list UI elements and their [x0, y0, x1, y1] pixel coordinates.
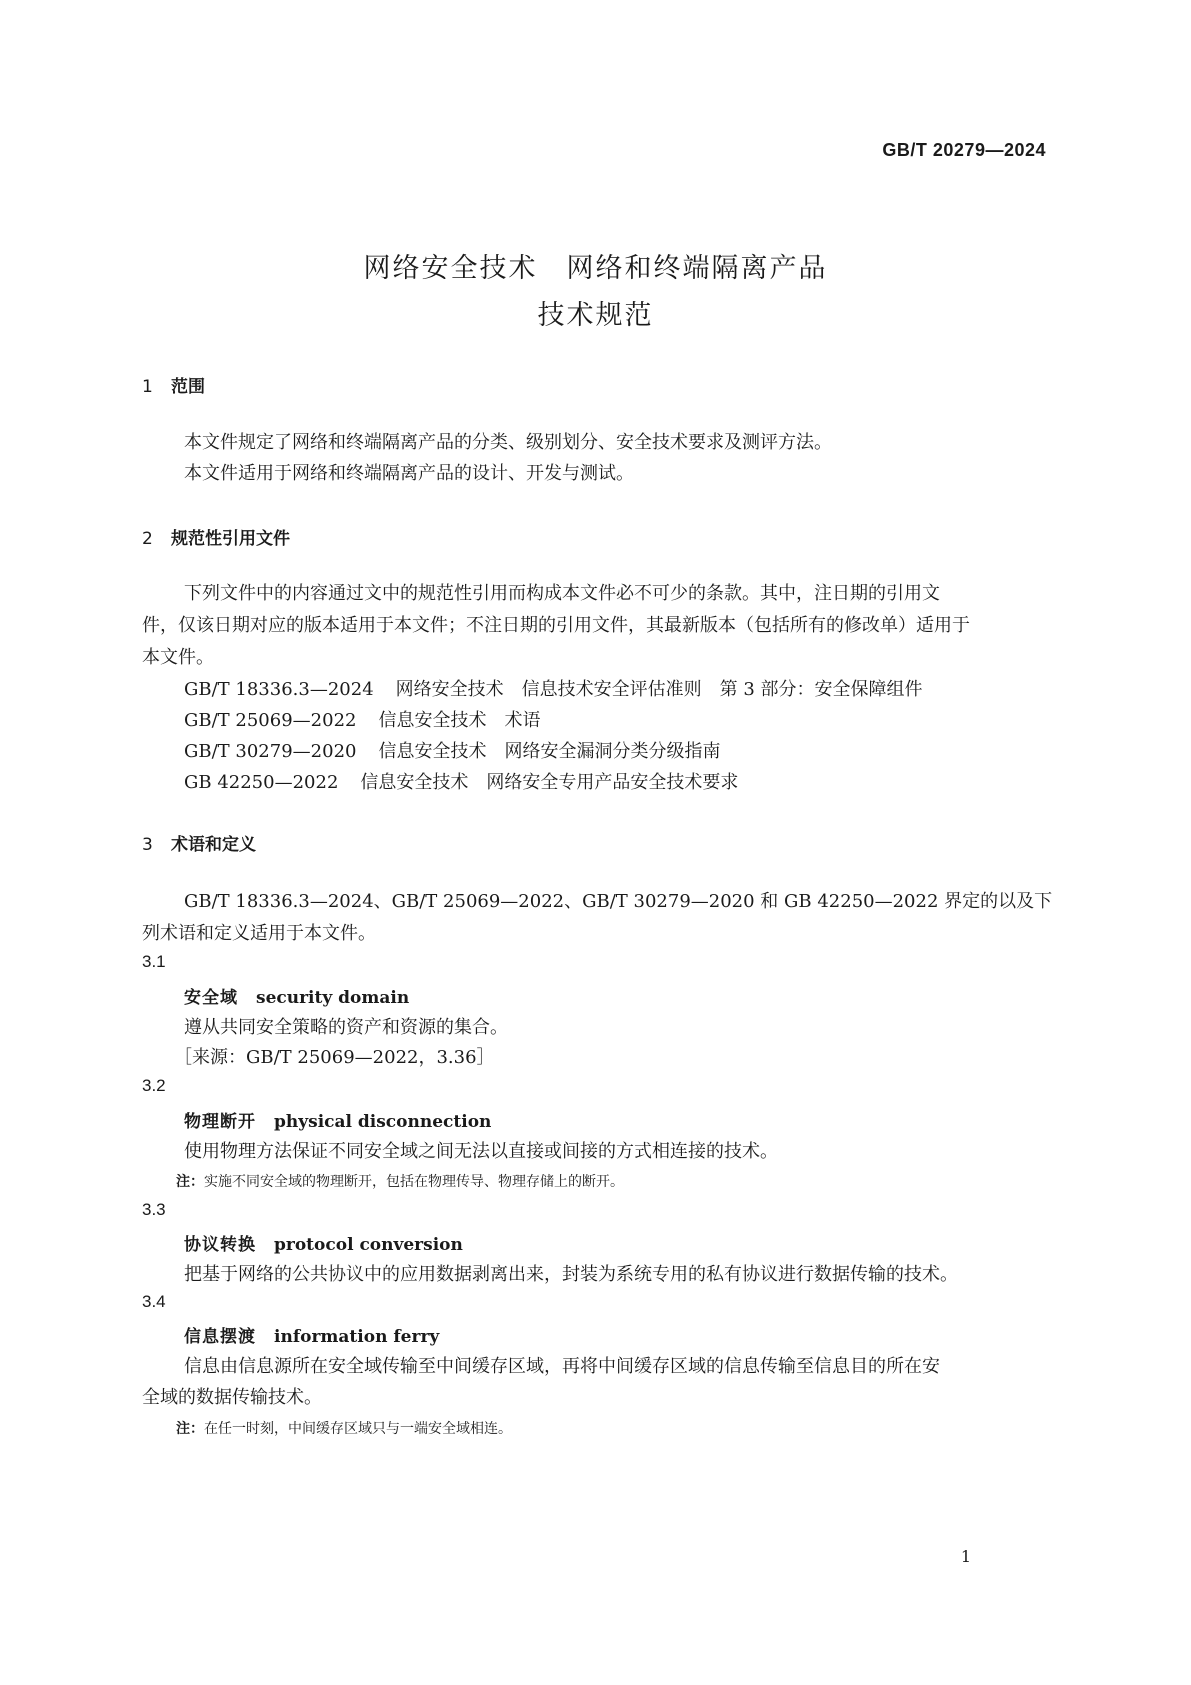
term-note — [176, 1418, 512, 1438]
page-number: 1 — [960, 1547, 971, 1566]
note-text: 实施不同安全域的物理断开，包括在物理传导、物理存储上的断开。 — [204, 1174, 624, 1190]
term-english: information ferry — [274, 1327, 440, 1347]
term-heading — [184, 983, 409, 1008]
reference-code: GB/T 18336.3—2024 — [184, 679, 374, 700]
term-chinese: 物理断开 — [184, 1112, 256, 1132]
term-note — [176, 1171, 624, 1191]
scope-paragraph-1: 本文件规定了网络和终端隔离产品的分类、级别划分、安全技术要求及测评方法。 — [184, 432, 832, 453]
reference-code: GB/T 25069—2022 — [184, 710, 357, 731]
references-intro-line-1: 下列文件中的内容通过文中的规范性引用而构成本文件必不可少的条款。其中，注日期的引用文 — [184, 583, 940, 604]
reference-item — [184, 675, 923, 701]
note-label: 注： — [176, 1174, 204, 1190]
section-number: 1 — [142, 377, 153, 397]
term-heading — [184, 1322, 439, 1347]
term-heading — [184, 1230, 463, 1255]
term-number: 3.4 — [142, 1292, 166, 1311]
term-number: 3.2 — [142, 1076, 166, 1095]
term-chinese: 信息摆渡 — [184, 1327, 256, 1347]
term-heading — [184, 1107, 491, 1132]
term-source: ［来源：GB/T 25069—2022，3.36］ — [174, 1047, 495, 1068]
section-title: 术语和定义 — [171, 835, 256, 855]
term-chinese: 安全域 — [184, 988, 238, 1008]
reference-title: 信息安全技术 网络安全专用产品安全技术要求 — [360, 772, 739, 793]
section-title: 规范性引用文件 — [171, 529, 290, 549]
document-title-line-1: 网络安全技术 网络和终端隔离产品 — [363, 253, 828, 284]
term-definition: 遵从共同安全策略的资产和资源的集合。 — [184, 1017, 508, 1038]
term-english: protocol conversion — [274, 1235, 463, 1255]
note-text: 在任一时刻，中间缓存区域只与一端安全域相连。 — [204, 1421, 512, 1437]
section-number: 3 — [142, 835, 153, 855]
term-english: physical disconnection — [274, 1112, 492, 1132]
section-heading-normative-references — [142, 524, 290, 549]
terms-intro-line-1: GB/T 18336.3—2024、GB/T 25069—2022、GB/T 30279—2020 和 GB 42250—2022 界定的以及下 — [184, 891, 1053, 912]
reference-title: 网络安全技术 信息技术安全评估准则 第 3 部分：安全保障组件 — [395, 679, 923, 700]
reference-title: 信息安全技术 网络安全漏洞分类分级指南 — [378, 741, 721, 762]
section-number: 2 — [142, 529, 153, 549]
terms-intro-line-2: 列术语和定义适用于本文件。 — [142, 923, 376, 944]
reference-item — [184, 737, 720, 763]
reference-item — [184, 706, 540, 732]
reference-title: 信息安全技术 术语 — [378, 710, 541, 731]
document-title-line-2: 技术规范 — [537, 300, 654, 331]
term-definition-line-1: 信息由信息源所在安全域传输至中间缓存区域，再将中间缓存区域的信息传输至信息目的所在安 — [184, 1356, 940, 1377]
standard-code: GB/T 20279—2024 — [882, 140, 1046, 160]
term-definition: 把基于网络的公共协议中的应用数据剥离出来，封装为系统专用的私有协议进行数据传输的技术。 — [184, 1264, 958, 1285]
term-chinese: 协议转换 — [184, 1235, 256, 1255]
references-intro-line-3: 本文件。 — [142, 647, 214, 668]
scope-paragraph-2: 本文件适用于网络和终端隔离产品的设计、开发与测试。 — [184, 463, 634, 484]
section-title: 范围 — [171, 377, 205, 397]
reference-code: GB 42250—2022 — [184, 772, 339, 793]
reference-item — [184, 768, 738, 794]
term-definition: 使用物理方法保证不同安全域之间无法以直接或间接的方式相连接的技术。 — [184, 1141, 778, 1162]
term-english: security domain — [256, 988, 410, 1008]
reference-code: GB/T 30279—2020 — [184, 741, 357, 762]
term-definition-line-2: 全域的数据传输技术。 — [142, 1387, 322, 1408]
section-heading-scope — [142, 372, 205, 397]
section-heading-terms-definitions — [142, 830, 256, 855]
note-label: 注： — [176, 1421, 204, 1437]
references-intro-line-2: 件，仅该日期对应的版本适用于本文件；不注日期的引用文件，其最新版本（包括所有的修改单）适用于 — [142, 615, 970, 636]
term-number: 3.3 — [142, 1200, 166, 1219]
term-number: 3.1 — [142, 952, 166, 971]
